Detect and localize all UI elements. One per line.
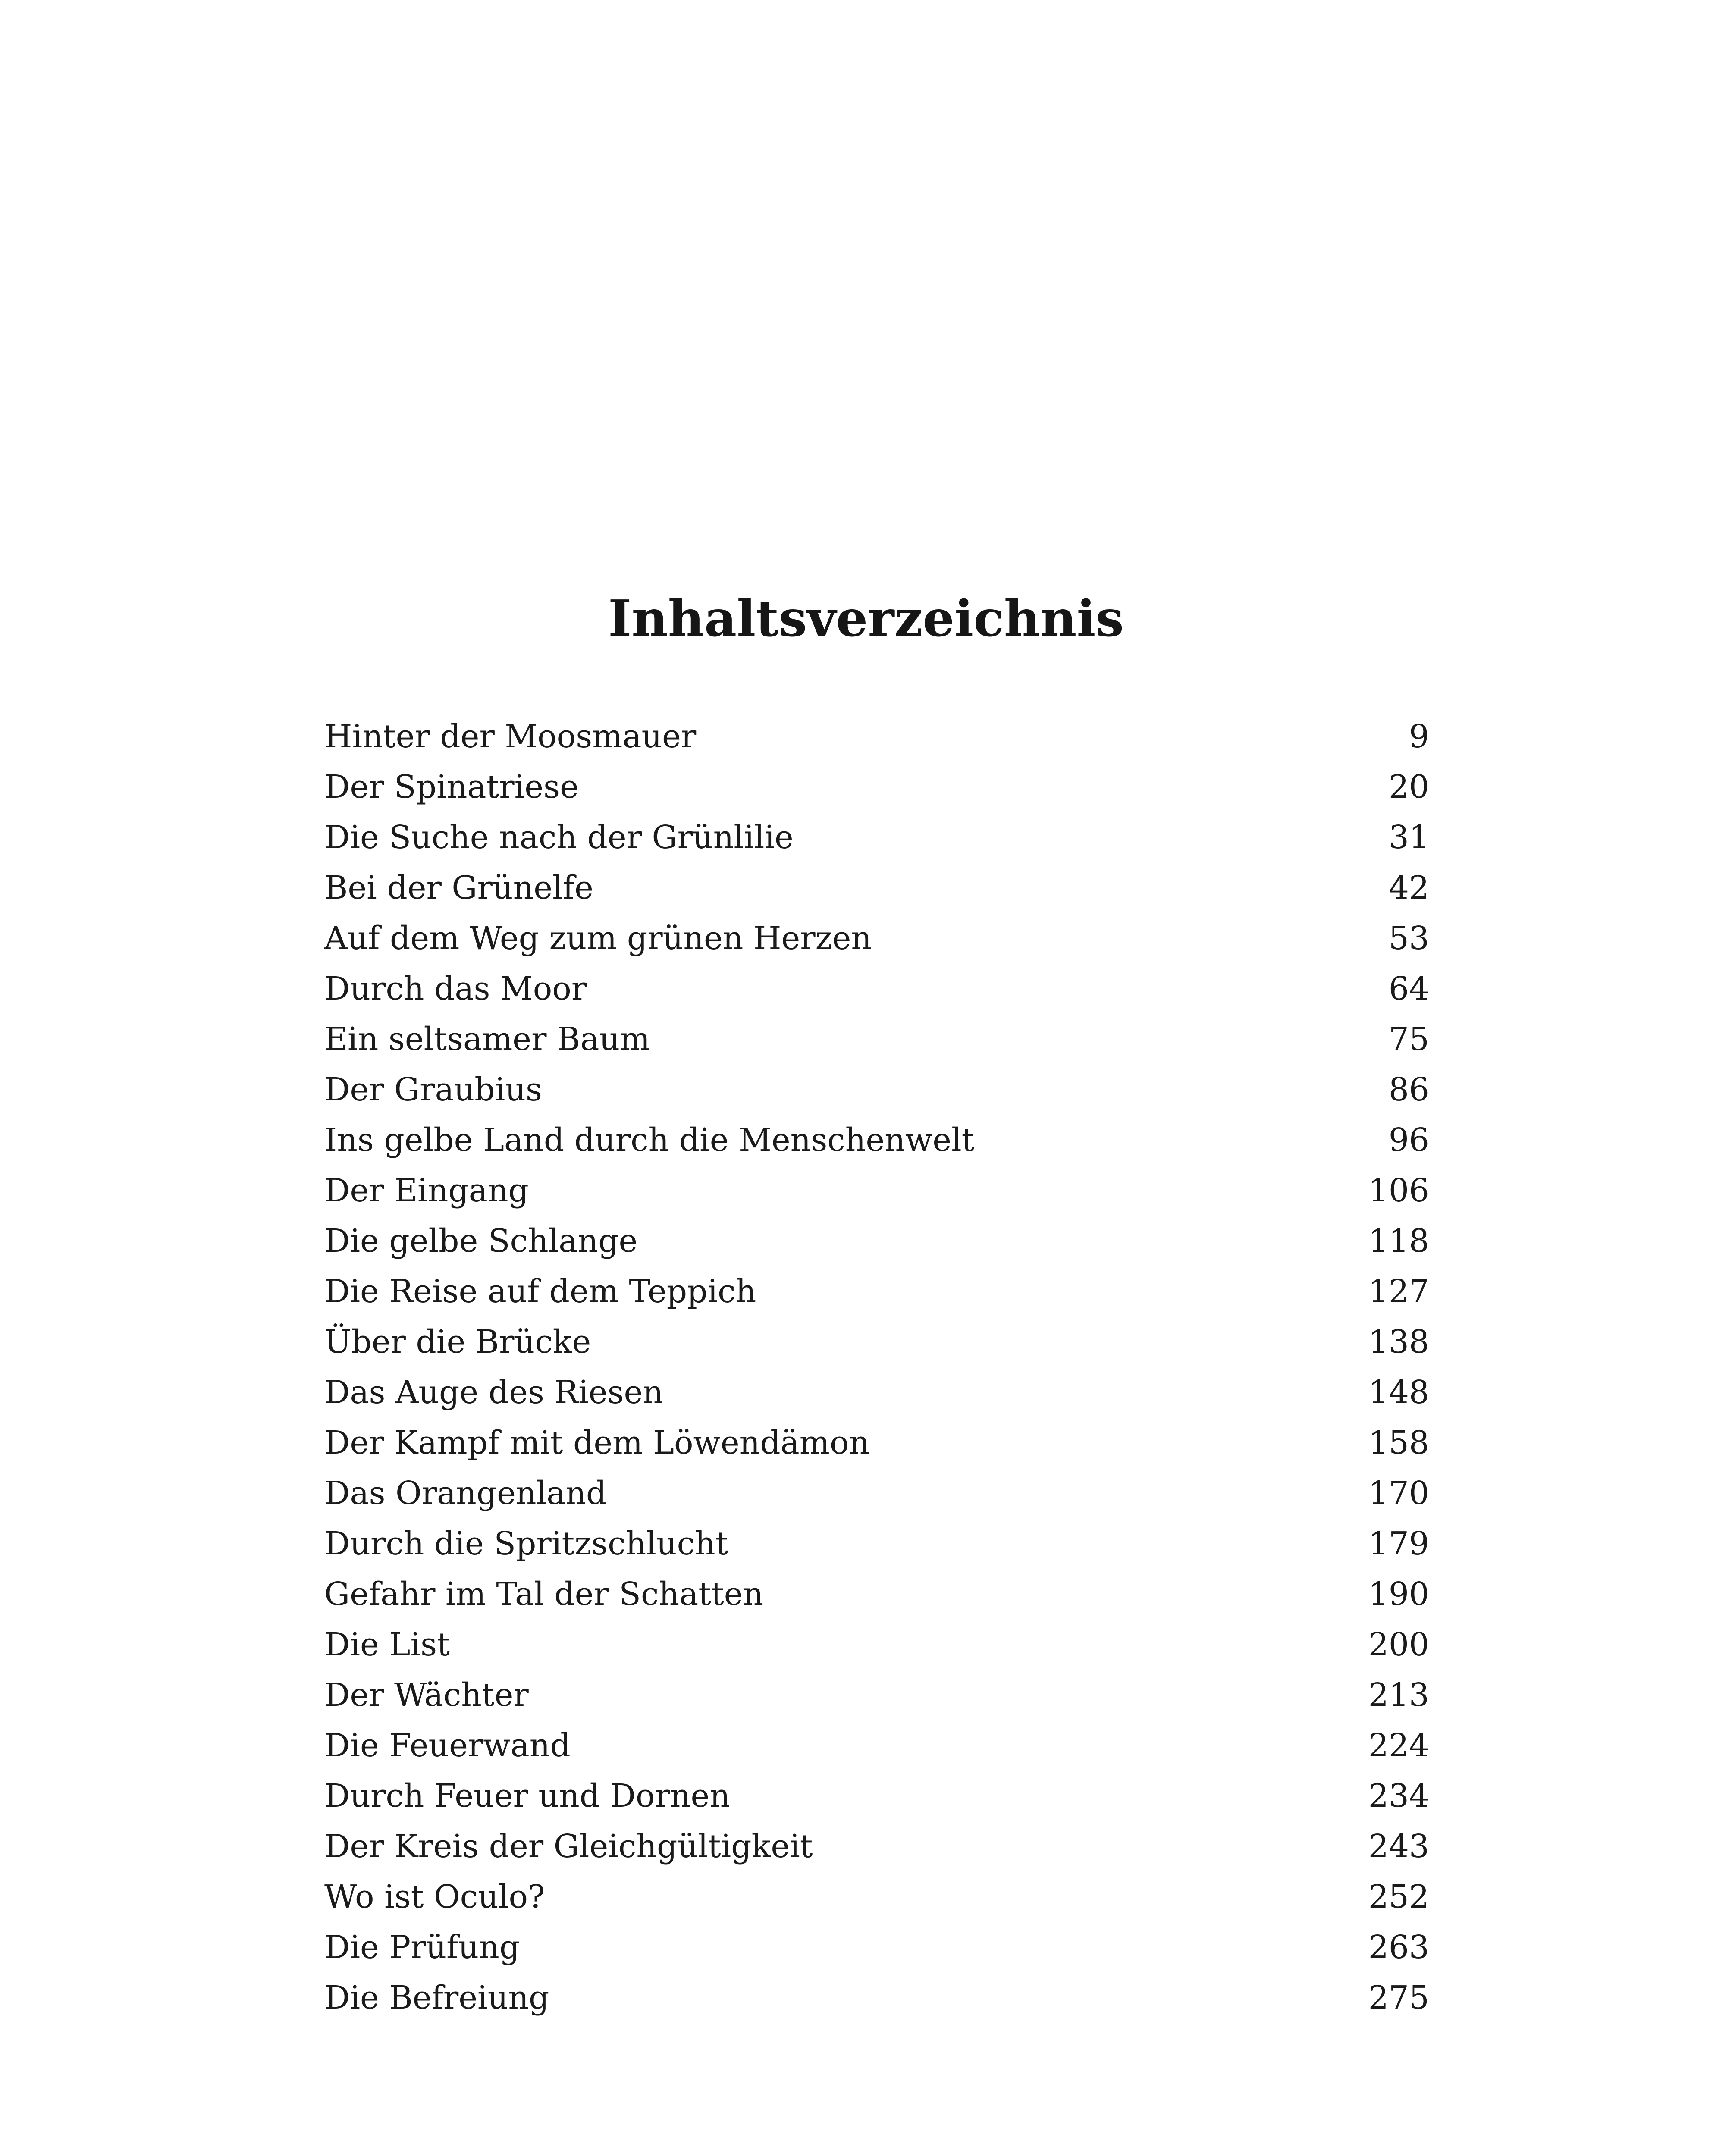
toc-entry (324, 1367, 1429, 1418)
toc-entry-title: Auf dem Weg zum grünen Herzen (324, 920, 872, 957)
toc-entry-title: Der Kreis der Gleichgültigkeit (324, 1828, 813, 1865)
toc-entry-page: 263 (1368, 1929, 1429, 1966)
toc-entry-page: 75 (1388, 1021, 1429, 1058)
toc-entry-title: Ein seltsamer Baum (324, 1021, 650, 1058)
toc-entry (324, 1065, 1429, 1115)
toc-entry-page: 64 (1388, 970, 1429, 1007)
toc-entry-title: Ins gelbe Land durch die Menschenwelt (324, 1122, 975, 1159)
toc-entry-title: Bei der Grünelfe (324, 869, 593, 906)
toc-entry-title: Der Graubius (324, 1071, 542, 1108)
toc-entry (324, 1620, 1429, 1670)
toc-entry-page: 148 (1368, 1374, 1429, 1411)
toc-entry-page: 190 (1368, 1576, 1429, 1613)
toc-entry (324, 1720, 1429, 1771)
toc-entry (324, 863, 1429, 913)
toc-entry-page: 86 (1388, 1071, 1429, 1108)
toc-entry (324, 1519, 1429, 1569)
toc-entry-title: Das Auge des Riesen (324, 1374, 663, 1411)
toc-entry-title: Über die Brücke (324, 1323, 591, 1360)
toc-entry-page: 213 (1368, 1677, 1429, 1714)
toc-entry (324, 1014, 1429, 1065)
toc-entry-title: Die Prüfung (324, 1929, 520, 1966)
toc-entry (324, 1266, 1429, 1317)
toc-entry-page: 9 (1409, 718, 1429, 755)
toc-entry-page: 138 (1368, 1323, 1429, 1360)
toc-entry-title: Durch Feuer und Dornen (324, 1777, 731, 1814)
toc-entry-title: Der Kampf mit dem Löwendämon (324, 1424, 870, 1461)
toc-entry (324, 1771, 1429, 1821)
toc-entry-title: Die Suche nach der Grünlilie (324, 819, 794, 856)
toc-entry-page: 127 (1368, 1273, 1429, 1310)
toc-entry-page: 158 (1368, 1424, 1429, 1461)
toc-entry-title: Der Spinatriese (324, 768, 579, 805)
toc-entry-title: Die gelbe Schlange (324, 1222, 638, 1260)
toc-entry-page: 170 (1368, 1475, 1429, 1512)
toc-entry (324, 1569, 1429, 1620)
toc-entry (324, 1872, 1429, 1922)
toc-entry (324, 1973, 1429, 2023)
toc-entry-page: 96 (1388, 1122, 1429, 1159)
toc-entry-page: 275 (1368, 1979, 1429, 2016)
toc-entry-page: 106 (1368, 1172, 1429, 1209)
toc-entry (324, 1821, 1429, 1872)
toc-entry (324, 1317, 1429, 1367)
toc-entry (324, 1418, 1429, 1468)
toc-entry-title: Der Wächter (324, 1677, 529, 1714)
toc-entry-title: Wo ist Oculo? (324, 1878, 545, 1915)
toc-entry-page: 31 (1388, 819, 1429, 856)
toc-entry-page: 20 (1388, 768, 1429, 805)
toc-entry (324, 1922, 1429, 1973)
toc-entry-title: Hinter der Moosmauer (324, 718, 697, 755)
toc-entry (324, 1670, 1429, 1720)
toc-entry (324, 1166, 1429, 1216)
toc-entry-page: 53 (1388, 920, 1429, 957)
toc-entry (324, 913, 1429, 964)
page-title: Inhaltsverzeichnis (608, 589, 1124, 648)
toc-entry (324, 1216, 1429, 1266)
table-of-contents (324, 711, 1429, 2023)
toc-entry-title: Gefahr im Tal der Schatten (324, 1576, 764, 1613)
toc-entry (324, 1115, 1429, 1166)
toc-entry-title: Die Feuerwand (324, 1727, 571, 1764)
toc-entry (324, 711, 1429, 762)
toc-entry (324, 762, 1429, 812)
toc-entry-page: 243 (1368, 1828, 1429, 1865)
toc-entry-page: 252 (1368, 1878, 1429, 1915)
toc-entry-page: 224 (1368, 1727, 1429, 1764)
toc-entry-title: Das Orangenland (324, 1475, 607, 1512)
toc-entry-title: Die Befreiung (324, 1979, 549, 2016)
toc-entry-title: Durch die Spritzschlucht (324, 1525, 728, 1562)
toc-entry-title: Die Reise auf dem Teppich (324, 1273, 756, 1310)
toc-entry (324, 964, 1429, 1014)
toc-entry (324, 1468, 1429, 1519)
toc-entry-page: 42 (1388, 869, 1429, 906)
toc-entry-page: 179 (1368, 1525, 1429, 1562)
toc-entry (324, 812, 1429, 863)
toc-entry-page: 200 (1368, 1626, 1429, 1663)
toc-entry-title: Die List (324, 1626, 450, 1663)
toc-entry-title: Der Eingang (324, 1172, 529, 1209)
toc-entry-page: 118 (1368, 1222, 1429, 1260)
toc-entry-title: Durch das Moor (324, 970, 587, 1007)
toc-entry-page: 234 (1368, 1777, 1429, 1814)
